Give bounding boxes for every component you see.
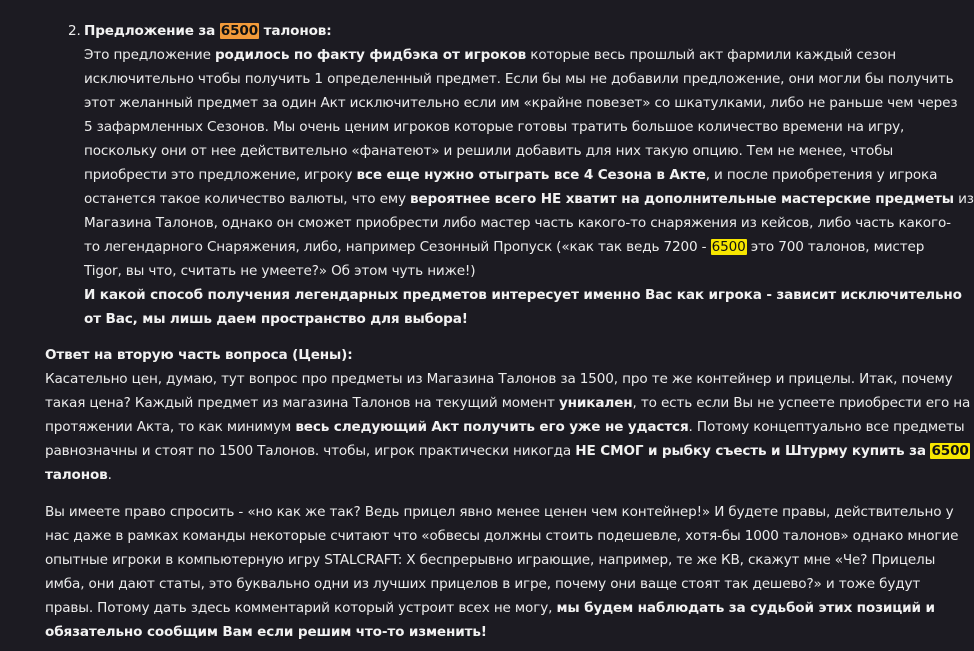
- paragraph-line: [84, 163, 938, 187]
- text-run: правы. Потому дать здесь комментарий который устроит всех не могу,: [45, 600, 557, 616]
- list-item-2: [68, 19, 974, 331]
- paragraph-line: исключительно чтобы получить 1 определенный предмет. Если бы мы не добавили предложение, они могли бы получить: [84, 71, 954, 87]
- text-run: приобрести это предложение, игроку: [84, 167, 357, 183]
- paragraph-line: [45, 620, 885, 644]
- bold-text: НЕ СМОГ и рыбку съесть и Штурму купить за: [575, 443, 931, 459]
- paragraph-line: 5 зафармленных Сезонов. Мы очень ценим игроков которые готовы тратить большое количество времени на игру,: [84, 119, 905, 135]
- paragraph-line: [45, 439, 969, 463]
- text-run: протяжении Акта, то как минимум: [45, 419, 296, 435]
- bold-text: уникален: [558, 395, 633, 411]
- bold-text: талонов: [45, 467, 108, 483]
- text-run: останется такое количество валюты, что ему: [84, 191, 411, 207]
- paragraph-line: [45, 415, 965, 439]
- text-run: , и после приобретения у игрока: [705, 167, 938, 183]
- text-run: которые весь прошлый акт фармили каждый сезон: [526, 47, 897, 63]
- paragraph-line: [84, 43, 897, 67]
- bold-text: И какой способ получения легендарных предметов интересует именно Вас как игрока - зависит исключительно: [84, 287, 962, 303]
- bold-text: мы будем наблюдать за судьбой этих позиций и: [556, 600, 935, 616]
- text-run: , то есть если Вы не успеете приобрести его на: [632, 395, 971, 411]
- text-run: .: [107, 467, 112, 483]
- section-heading: Ответ на вторую часть вопроса (Цены):: [45, 347, 353, 363]
- paragraph-line: Магазина Талонов, однако он сможет приобрести либо мастер часть какого-то снаряжения из кейсов, либо часть какого-: [84, 215, 951, 231]
- bold-text: от Вас, мы лишь даем пространство для выбора!: [84, 311, 468, 327]
- paragraph-line: Касательно цен, думаю, тут вопрос про предметы из Магазина Талонов за 1500, про те же контейнер и прицелы. Итак, почему: [45, 371, 953, 387]
- text-run: Это предложение: [84, 47, 215, 63]
- highlight-6500: 6500: [220, 23, 259, 39]
- text-run: это 700 талонов, мистер: [746, 239, 925, 255]
- offer-heading: [84, 19, 884, 43]
- bold-text: вероятнее всего НЕ хватит на дополнительные мастерские предметы: [410, 191, 954, 207]
- text-run: из: [953, 191, 974, 207]
- answer-section: [45, 343, 971, 487]
- paragraph-line: [84, 235, 925, 259]
- paragraph-line: имба, они дают статы, это буквально одни из лучших прицелов в игре, почему они ваще стоят так дешево?» и тоже будут: [45, 576, 921, 592]
- paragraph-line: [45, 391, 971, 415]
- text-run: равнозначны и стоят по 1500 Талонов. чтобы, игрок практически никогда: [45, 443, 576, 459]
- paragraph-line: поскольку они от нее действительно «фанатеют» и решили добавить для них такую опцию. Тем не менее, чтобы: [84, 143, 894, 159]
- bold-text: родилось по факту фидбэка от игроков: [214, 47, 527, 63]
- paragraph-line: [84, 283, 962, 307]
- highlight-6500: 6500: [711, 239, 746, 255]
- paragraph-line: [84, 187, 974, 211]
- answer-heading: [45, 343, 885, 367]
- paragraph-line: Tigor, вы что, считать не умеете?» Об этом чуть ниже!): [84, 263, 476, 279]
- text-run: . Потому концептуально все предметы: [688, 419, 965, 435]
- paragraph-line: этот желанный предмет за один Акт исключительно если им «крайне повезет» со шкатулками, либо не раньше чем через: [84, 95, 958, 111]
- paragraph-line: [45, 463, 885, 487]
- paragraph-line: [84, 307, 884, 331]
- bold-text: все еще нужно отыграть все 4 Сезона в Акте: [356, 167, 706, 183]
- offer-heading-suffix: талонов:: [259, 23, 332, 39]
- paragraph-line: [45, 596, 935, 620]
- text-run: то легендарного Снаряжения, либо, например Сезонный Пропуск («как так ведь 7200 -: [84, 239, 711, 255]
- text-run: такая цена? Каждый предмет из магазина Талонов на текущий момент: [45, 395, 559, 411]
- highlight-6500: 6500: [931, 443, 969, 459]
- rights-section: [45, 500, 959, 644]
- bold-text: обязательно сообщим Вам если решим что-то изменить!: [45, 624, 487, 640]
- list-marker: 2.: [68, 23, 81, 39]
- paragraph-line: Вы имеете право спросить - «но как же так? Ведь прицел явно менее ценен чем контейнер!» И будете правы, действительно у: [45, 504, 954, 520]
- offer-heading-text: Предложение за: [84, 23, 220, 39]
- paragraph-line: опытные игроки в компьютерную игру STALCRAFT: X беспрерывно играющие, например, те же КВ, скажут мне «Че? Прицелы: [45, 552, 936, 568]
- bold-text: весь следующий Акт получить его уже не удастся: [295, 419, 689, 435]
- paragraph-line: нас даже в рамках команды некоторые считают что «обвесы должны стоить подешевле, хотя-бы 1000 талонов» однако многие: [45, 528, 959, 544]
